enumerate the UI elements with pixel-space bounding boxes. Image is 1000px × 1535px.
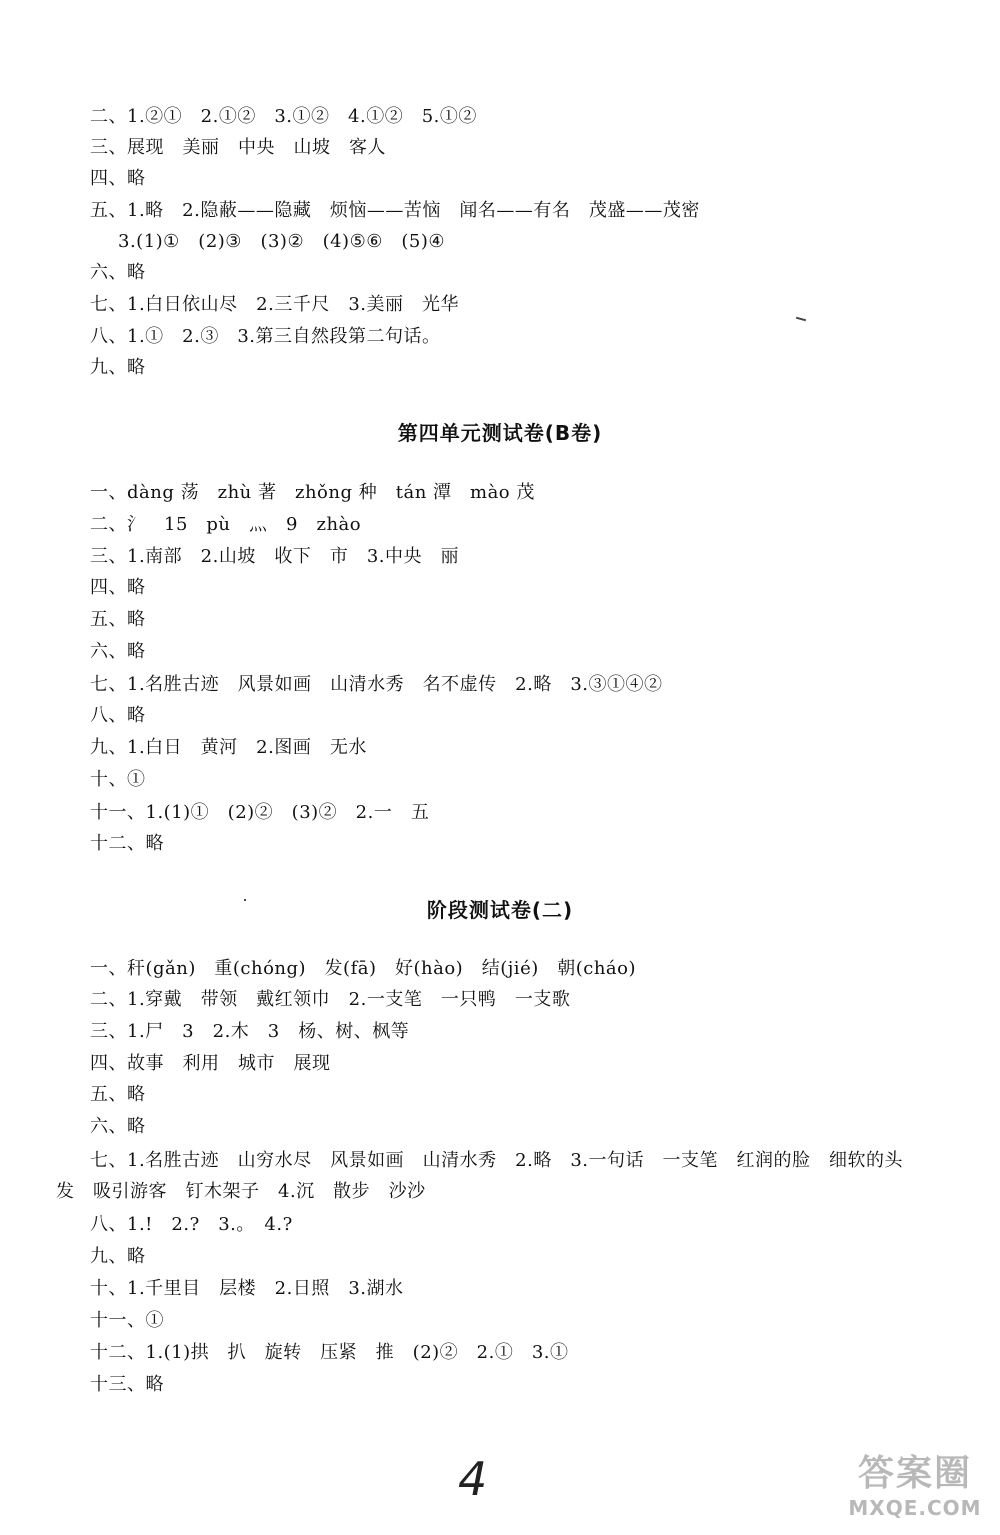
answer-line: 三、1.南部 2.山坡 收下 市 3.中央 丽 [90, 546, 460, 567]
watermark-url: MXQE.COM [848, 1496, 982, 1520]
answer-line: 八、略 [90, 705, 146, 726]
section-title-unit4-b: 第四单元测试卷(B卷) [397, 421, 603, 445]
answer-line: 十二、1.(1)拱 扒 旋转 压紧 推 (2)② 2.① 3.① [90, 1342, 569, 1363]
answer-line: 四、故事 利用 城市 展现 [90, 1053, 331, 1074]
answer-line: 四、略 [90, 577, 146, 598]
answer-line: 七、1.名胜古迹 山穷水尽 风景如画 山清水秀 2.略 3.一句话 一支笔 红润的脸 细软的头 [90, 1150, 904, 1171]
answer-line: 九、1.白日 黄河 2.图画 无水 [90, 737, 367, 758]
answer-line: 3.(1)① (2)③ (3)② (4)⑤⑥ (5)④ [118, 231, 445, 252]
answer-line-continued: 发 吸引游客 钉木架子 4.沉 散步 沙沙 [56, 1181, 426, 1202]
answer-line: 十、① [90, 769, 146, 790]
answer-line: 七、1.白日依山尽 2.三千尺 3.美丽 光华 [90, 294, 460, 315]
scan-speck [796, 317, 806, 322]
answer-line: 七、1.名胜古迹 风景如画 山清水秀 名不虚传 2.略 3.③①④② [90, 674, 663, 695]
answer-line: 八、1.! 2.? 3.。 4.? [90, 1214, 293, 1235]
answer-line: 十一、1.(1)① (2)② (3)② 2.一 五 [90, 802, 430, 823]
answer-line: 三、展现 美丽 中央 山坡 客人 [90, 137, 386, 158]
answer-line: 六、略 [90, 262, 146, 283]
answer-line: 六、略 [90, 1116, 146, 1137]
answer-line: 一、dàng 荡 zhù 著 zhǒng 种 tán 潭 mào 茂 [90, 482, 535, 503]
answer-line: 三、1.尸 3 2.木 3 杨、树、枫等 [90, 1021, 410, 1042]
answer-line: 八、1.① 2.③ 3.第三自然段第二句话。 [90, 326, 441, 347]
answer-line: 十二、略 [90, 833, 164, 854]
answer-line: 十、1.千里目 层楼 2.日照 3.湖水 [90, 1278, 404, 1299]
watermark-title: 答案圈 [857, 1453, 972, 1494]
answer-line: 五、略 [90, 1084, 146, 1105]
answer-line: 二、1.②① 2.①② 3.①② 4.①② 5.①② [90, 106, 477, 127]
scan-speck [244, 899, 246, 901]
answer-line: 二、氵 15 pù 灬 9 zhào [90, 514, 362, 535]
answer-line: 四、略 [90, 168, 146, 189]
answer-line: 一、秆(gǎn) 重(chóng) 发(fā) 好(hào) 结(jié) 朝(cháo) [90, 958, 637, 979]
section-title-stage-test-2: 阶段测试卷(二) [426, 898, 574, 922]
answer-line: 九、略 [90, 1246, 146, 1267]
answer-line: 五、略 [90, 609, 146, 630]
answer-line: 二、1.穿戴 带领 戴红领巾 2.一支笔 一只鸭 一支歌 [90, 989, 571, 1010]
answer-line: 九、略 [90, 357, 146, 378]
watermark-logo [840, 1452, 990, 1530]
page-number: 4 [458, 1452, 488, 1506]
answer-line: 六、略 [90, 641, 146, 662]
answer-line: 五、1.略 2.隐蔽——隐藏 烦恼——苦恼 闻名——有名 茂盛——茂密 [90, 200, 700, 221]
answer-line: 十一、① [90, 1310, 164, 1331]
answer-line: 十三、略 [90, 1374, 164, 1395]
